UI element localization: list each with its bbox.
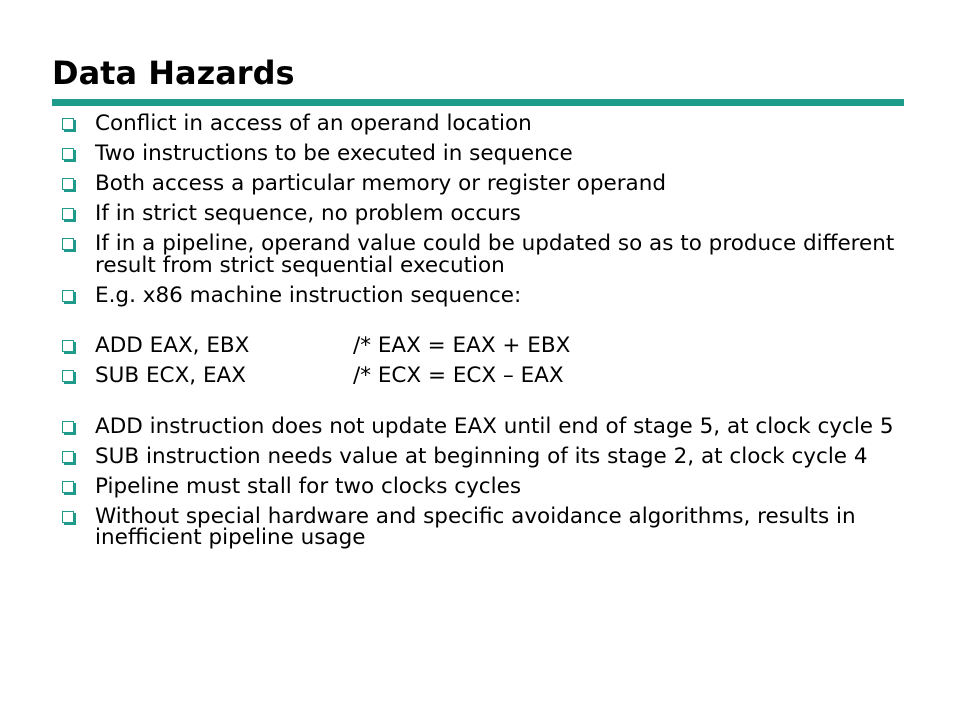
square-bullet-icon: [62, 148, 74, 160]
bullet-text: If in a pipeline, operand value could be updated so as to produce different result from strict sequential execution: [95, 231, 895, 278]
code-line-item: [60, 335, 910, 357]
bullet-text: Pipeline must stall for two clocks cycles: [95, 473, 522, 499]
bullet-text: ADD instruction does not update EAX until end of stage 5, at clock cycle 5: [95, 413, 894, 439]
title-underline: [52, 99, 904, 106]
bullet-item: [60, 203, 910, 225]
square-bullet-icon: [62, 481, 74, 493]
square-bullet-icon: [62, 290, 74, 302]
square-bullet-icon: [62, 511, 74, 523]
code-line-item: [60, 365, 910, 387]
bullet-item: [60, 233, 910, 276]
bullet-text: Two instructions to be executed in sequence: [95, 141, 573, 166]
bullet-text: If in strict sequence, no problem occurs: [95, 201, 521, 226]
code-comment: /* ECX = ECX – EAX: [353, 363, 564, 388]
bullet-text: Both access a particular memory or register operand: [95, 171, 666, 196]
bullet-item: [60, 143, 910, 165]
bullet-item: [60, 443, 910, 469]
bullet-item: [60, 282, 910, 308]
code-instruction: SUB ECX, EAX: [95, 363, 246, 388]
square-bullet-icon: [62, 118, 74, 130]
square-bullet-icon: [62, 178, 74, 190]
bullet-item: [60, 473, 910, 499]
bullet-item: [60, 113, 910, 135]
square-bullet-icon: [62, 451, 74, 463]
bullet-item: [60, 503, 910, 550]
bullet-text: Conflict in access of an operand location: [95, 111, 532, 136]
slide-title: Data Hazards: [52, 54, 295, 92]
bullet-text: Without special hardware and specific avoidance algorithms, results in inefficient pipeline usage: [95, 503, 856, 550]
bullet-text: SUB instruction needs value at beginning of its stage 2, at clock cycle 4: [95, 443, 868, 469]
bullet-list: [60, 113, 910, 557]
bullet-item: [60, 173, 910, 195]
square-bullet-icon: [62, 208, 74, 220]
square-bullet-icon: [62, 340, 74, 352]
square-bullet-icon: [62, 370, 74, 382]
code-comment: /* EAX = EAX + EBX: [353, 333, 571, 358]
square-bullet-icon: [62, 421, 74, 433]
bullet-text: E.g. x86 machine instruction sequence:: [95, 282, 522, 308]
code-instruction: ADD EAX, EBX: [95, 333, 250, 358]
square-bullet-icon: [62, 238, 74, 250]
bullet-item: [60, 413, 910, 439]
